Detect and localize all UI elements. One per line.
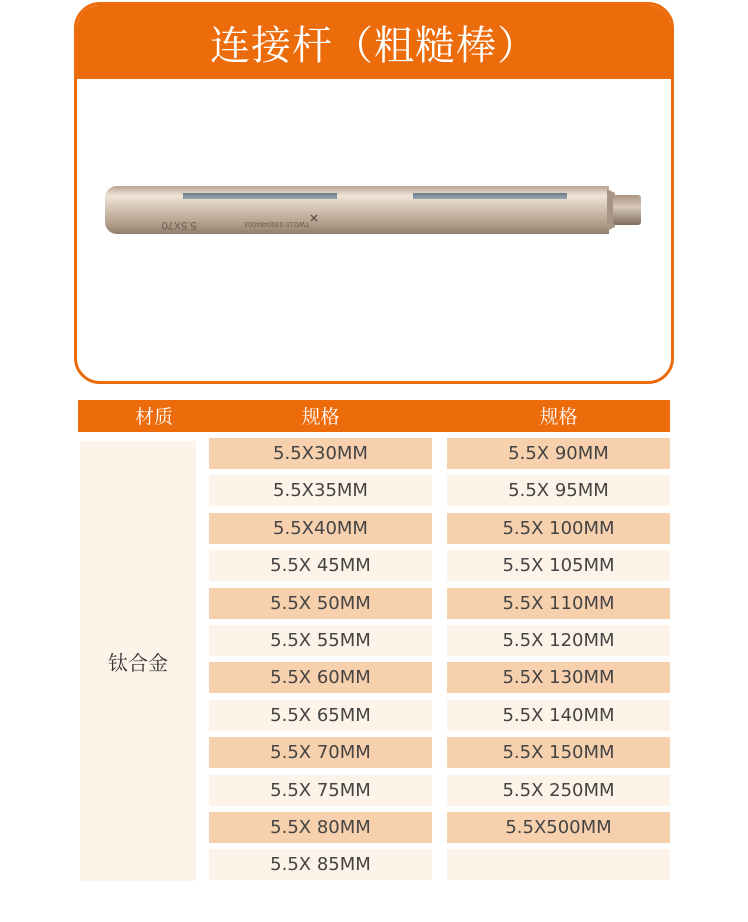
spec-cell: 5.5X 130MM: [447, 662, 670, 693]
product-image: [77, 79, 671, 379]
spec-cell: [447, 849, 670, 880]
spec-cell: 5.5X 120MM: [447, 625, 670, 656]
spec-cell: 5.5X40MM: [209, 513, 432, 544]
header-spec-2: 规格: [539, 406, 578, 428]
spec-cell: 5.5X 105MM: [447, 550, 670, 581]
spec-cell: 5.5X 110MM: [447, 588, 670, 619]
spec-cell: 5.5X 250MM: [447, 775, 670, 806]
header-material: 材质: [134, 406, 173, 428]
product-title: 连接杆（粗糙棒）: [77, 5, 671, 79]
header-spec-1: 规格: [301, 406, 340, 428]
spec-cell: 5.5X 65MM: [209, 700, 432, 731]
spec-cell: 5.5X 70MM: [209, 737, 432, 768]
spec-cell: 5.5X 60MM: [209, 662, 432, 693]
spec-cell: 5.5X 95MM: [447, 475, 670, 506]
spec-cell: 5.5X 150MM: [447, 737, 670, 768]
spec-cell: 5.5X 85MM: [209, 849, 432, 880]
spec-cell: 5.5X 50MM: [209, 588, 432, 619]
table-header: [78, 400, 670, 432]
spec-cell: 5.5X 75MM: [209, 775, 432, 806]
spec-cell: 5.5X 100MM: [447, 513, 670, 544]
connecting-rod-image: [77, 79, 671, 379]
rod-engraving: 5.5X70: [161, 219, 197, 231]
spec-cell: 5.5X 45MM: [209, 550, 432, 581]
spec-cell: 5.5X500MM: [447, 812, 670, 843]
product-card: [74, 2, 674, 384]
spec-cell: 5.5X 90MM: [447, 438, 670, 469]
material-cell: 钛合金: [80, 441, 196, 881]
spec-cell: 5.5X35MM: [209, 475, 432, 506]
spec-cell: 5.5X 80MM: [209, 812, 432, 843]
spec-cell: 5.5X30MM: [209, 438, 432, 469]
spec-cell: 5.5X 140MM: [447, 700, 670, 731]
rod-engraving-small: TWG15 0300484003: [244, 220, 310, 227]
spec-cell: 5.5X 55MM: [209, 625, 432, 656]
